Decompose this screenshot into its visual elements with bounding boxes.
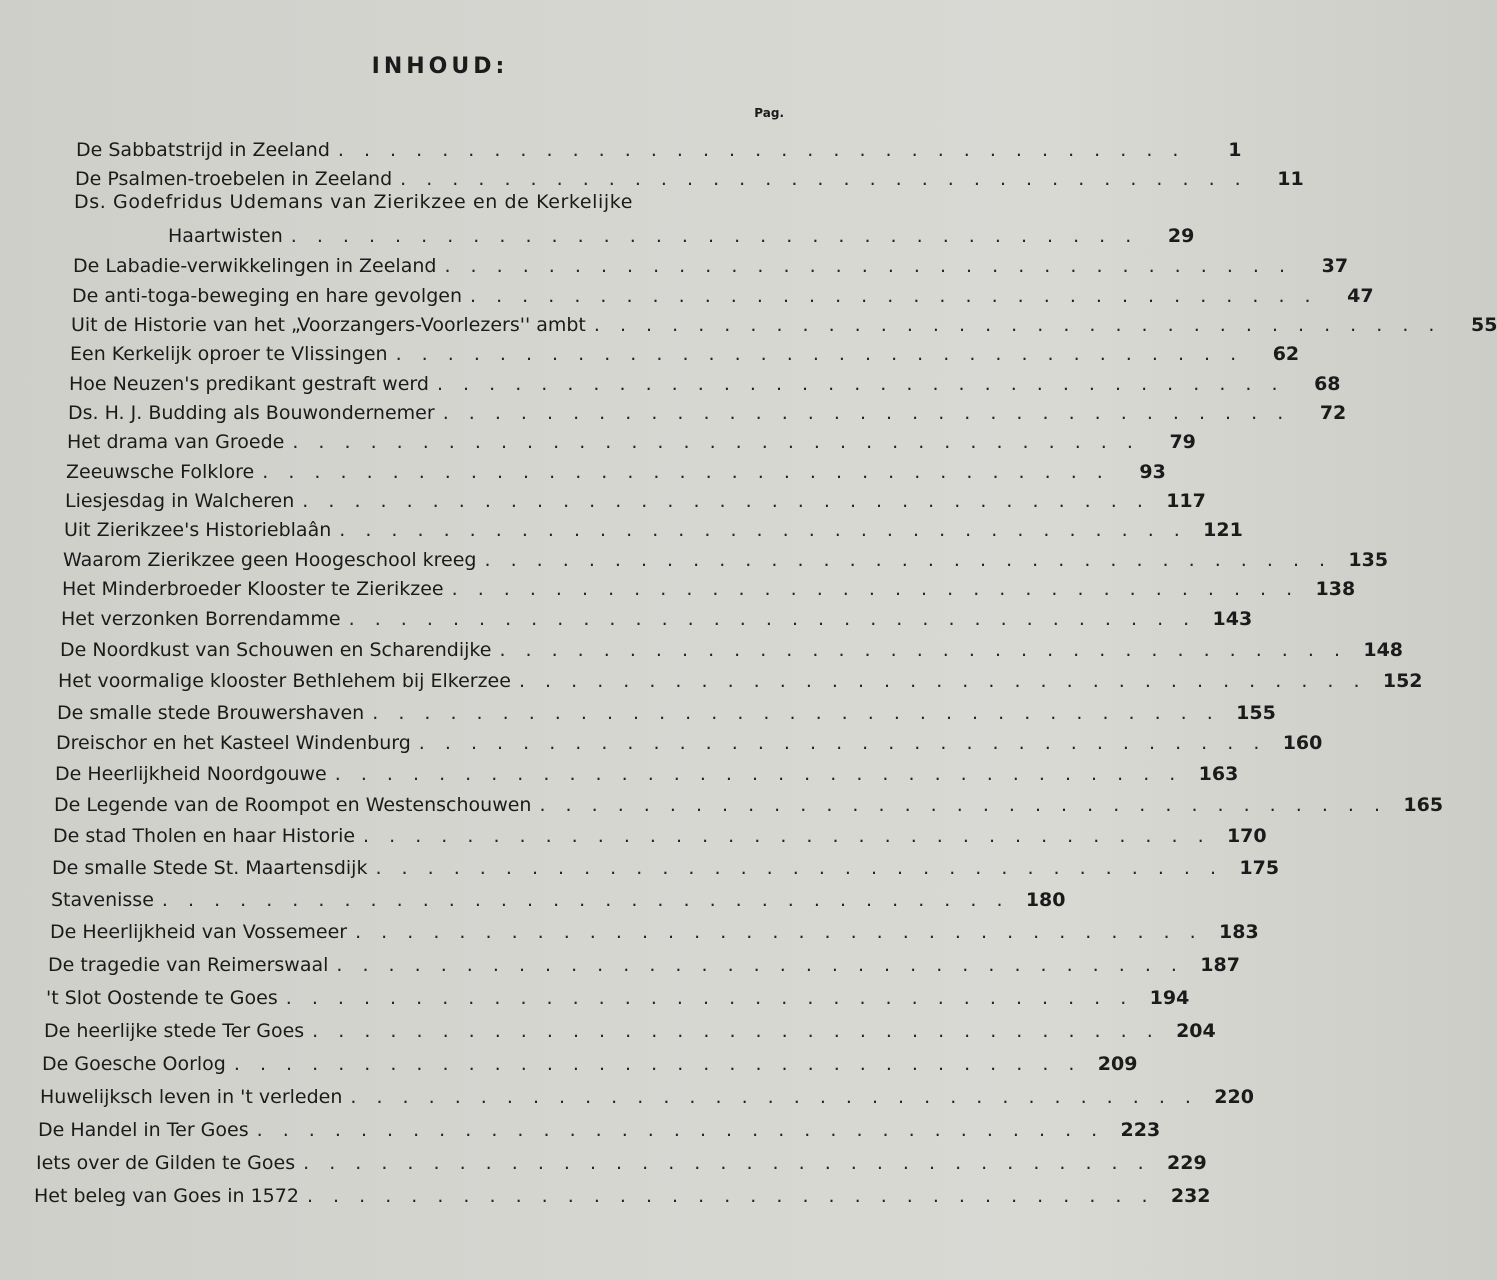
toc-entry [57, 697, 1276, 725]
toc-entry [66, 456, 1166, 484]
toc-entry [51, 884, 1066, 912]
toc-entry-title: De heerlijke stede Ter Goes [44, 1020, 305, 1042]
toc-entry-page: 204 [1176, 1020, 1216, 1042]
page-column-label: Pag. [754, 106, 784, 120]
dot-leader: . . . . . . . . . . . . . . . . . . . . . . . . . . . . . . . . . [484, 549, 1333, 571]
toc-entry-page: 180 [1025, 889, 1066, 911]
toc-entry-title: Hoe Neuzen's predikant gestraft werd [69, 373, 429, 395]
dot-leader: . . . . . . . . . . . . . . . . . . . . . . . . . . . . . . . . . [395, 343, 1244, 365]
dot-leader: . . . . . . . . . . . . . . . . . . . . . . . . . . . . . . . . . [470, 285, 1318, 307]
toc-entry [74, 188, 1195, 248]
dot-leader: . . . . . . . . . . . . . . . . . . . . . . . . . . . . . . . . . [233, 1053, 1082, 1075]
toc-entry [52, 852, 1280, 880]
toc-entry [38, 1114, 1161, 1142]
toc-entry-title: Het beleg van Goes in 1572 [34, 1185, 299, 1207]
toc-entry-page: 165 [1403, 794, 1444, 816]
toc-entry-page: 223 [1120, 1119, 1161, 1141]
toc-entry-title: Ds. Godefridus Udemans van Zierikzee en de Kerkelijke [74, 191, 633, 213]
dot-leader: . . . . . . . . . . . . . . . . . . . . . . . . . . . . . . . . . [436, 373, 1285, 395]
toc-entry-page: 62 [1272, 343, 1300, 365]
toc-entry [34, 1180, 1211, 1208]
dot-leader: . . . . . . . . . . . . . . . . . . . . . . . . . . . . . . . . . [161, 889, 1010, 911]
toc-entry-title: De Goesche Oorlog [42, 1053, 226, 1075]
toc-entry-title: Het Minderbroeder Klooster te Zierikzee [62, 578, 444, 600]
toc-entry-title: De Heerlijkheid Noordgouwe [55, 763, 327, 785]
toc-entry-title: Uit de Historie van het „Voorzangers-Voorlezers'' ambt [71, 314, 586, 336]
page-title: INHOUD: [371, 54, 509, 79]
toc-entry-title: De Heerlijkheid van Vossemeer [50, 921, 348, 943]
dot-leader: . . . . . . . . . . . . . . . . . . . . . . . . . . . . . . . . . [372, 702, 1220, 724]
toc-entry-title: De tragedie van Reimerswaal [48, 954, 329, 976]
toc-entry-title: De Handel in Ter Goes [38, 1119, 249, 1141]
toc-entry-page: 1 [1228, 139, 1242, 161]
dot-leader: . . . . . . . . . . . . . . . . . . . . . . . . . . . . . . . . . [336, 954, 1184, 976]
toc-entry-page: 138 [1315, 578, 1356, 600]
toc-entry-title: Ds. H. J. Budding als Bouwondernemer [68, 402, 435, 424]
toc-entry [53, 820, 1267, 848]
toc-entry-title-continued: Haartwisten [168, 225, 283, 247]
toc-entry [67, 426, 1196, 454]
dot-leader: . . . . . . . . . . . . . . . . . . . . . . . . . . . . . . . . . [285, 987, 1134, 1009]
toc-entry [54, 789, 1444, 817]
toc-entry-page: 175 [1239, 857, 1280, 879]
toc-entry-page: 68 [1314, 373, 1341, 395]
toc-entry-page: 152 [1382, 670, 1423, 692]
toc-entry-page: 209 [1097, 1053, 1138, 1075]
dot-leader: . . . . . . . . . . . . . . . . . . . . . . . . . . . . . . . . . [363, 825, 1211, 847]
toc-entry-title: Een Kerkelijk oproer te Vlissingen [70, 343, 388, 365]
toc-entry-title: De stad Tholen en haar Historie [53, 825, 356, 847]
toc-entry-title: Zeeuwsche Folklore [66, 461, 255, 483]
toc-entry [44, 1015, 1216, 1043]
toc-entry-title: 't Slot Oostende te Goes [46, 987, 278, 1009]
toc-entry [46, 982, 1190, 1010]
toc-entry-page: 160 [1282, 732, 1323, 754]
toc-entry-title: Stavenisse [51, 889, 154, 911]
toc-entry-title: De smalle Stede St. Maartensdijk [52, 857, 368, 879]
toc-entry-title: De anti-toga-beweging en hare gevolgen [72, 285, 462, 307]
toc-entry [72, 280, 1374, 308]
toc-entry-page: 11 [1277, 168, 1304, 190]
dot-leader: . . . . . . . . . . . . . . . . . . . . . . . . . . . . . . . . . [539, 794, 1388, 816]
toc-entry [68, 397, 1347, 425]
dot-leader: . . . . . . . . . . . . . . . . . . . . . . . . . . . . . . . . . [375, 857, 1224, 879]
toc-entry [60, 634, 1404, 662]
toc-entry [69, 368, 1341, 396]
dot-leader: . . . . . . . . . . . . . . . . . . . . . . . . . . . . . . . . . [499, 639, 1348, 661]
toc-entry-title: Het drama van Groede [67, 431, 285, 453]
dot-leader: . . . . . . . . . . . . . . . . . . . . . . . . . . . . . . . . . [302, 490, 1150, 512]
toc-entry-page: 79 [1169, 431, 1196, 453]
toc-entry-page: 72 [1319, 402, 1347, 424]
dot-leader: . . . . . . . . . . . . . . . . . . . . . . . . . . . . . . . . . [444, 255, 1293, 277]
dot-leader: . . . . . . . . . . . . . . . . . . . . . . . . . . . . . . . . . [334, 763, 1183, 785]
dot-leader: . . . . . . . . . . . . . . . . . . . . . . . . . . . . . . . . . [350, 1086, 1198, 1108]
toc-entry-page: 121 [1203, 519, 1243, 541]
toc-entry [36, 1147, 1207, 1175]
toc-entry-page: 93 [1139, 461, 1166, 483]
dot-leader: . . . . . . . . . . . . . . . . . . . . . . . . . . . . . . . . . [303, 1152, 1151, 1174]
toc-entry-page: 117 [1166, 490, 1206, 512]
toc-entry [61, 603, 1253, 631]
toc-entry-title: De Legende van de Roompot en Westenschouwen [54, 794, 532, 816]
toc-entry-title: Het voormalige klooster Bethlehem bij Elkerzee [58, 670, 511, 692]
toc-entry-page: 37 [1321, 255, 1349, 277]
toc-entry-title: Uit Zierikzee's Historieblaân [64, 519, 332, 541]
dot-leader: . . . . . . . . . . . . . . . . . . . . . . . . . . . . . . . . . [348, 608, 1197, 630]
toc-entry [40, 1081, 1254, 1109]
toc-entry [55, 758, 1239, 786]
dot-leader: . . . . . . . . . . . . . . . . . . . . . . . . . . . . . . . . . [451, 578, 1300, 600]
toc-entry-page: 183 [1219, 921, 1259, 943]
dot-leader: . . . . . . . . . . . . . . . . . . . . . . . . . . . . . . . . . [306, 1185, 1155, 1207]
toc-entry-page: 232 [1170, 1185, 1211, 1207]
toc-entry-page: 155 [1236, 702, 1276, 724]
toc-entry-page: 55 [1471, 314, 1497, 336]
toc-entry [63, 544, 1389, 572]
toc-entry [75, 163, 1304, 191]
toc-entry-page: 187 [1200, 954, 1240, 976]
dot-leader: . . . . . . . . . . . . . . . . . . . . . . . . . . . . . . . . . [593, 314, 1442, 336]
toc-entry-title: Liesjesdag in Walcheren [65, 490, 295, 512]
toc-entry [50, 916, 1259, 944]
toc-entry-page: 229 [1167, 1152, 1207, 1174]
dot-leader: . . . . . . . . . . . . . . . . . . . . . . . . . . . . . . . . . [292, 431, 1140, 453]
toc-entry-title: Het verzonken Borrendamme [61, 608, 341, 630]
toc-entry [56, 727, 1323, 755]
dot-leader: . . . . . . . . . . . . . . . . . . . . . . . . . . . . . . . . . [312, 1020, 1160, 1042]
toc-entry-title: De Labadie-verwikkelingen in Zeeland [73, 255, 437, 277]
toc-entry-title: Dreischor en het Kasteel Windenburg [56, 732, 411, 754]
toc-entry-title: Waarom Zierikzee geen Hoogeschool kreeg [63, 549, 477, 571]
dot-leader: . . . . . . . . . . . . . . . . . . . . . . . . . . . . . . . . . [518, 670, 1367, 692]
toc-entry [42, 1048, 1138, 1076]
dot-leader: . . . . . . . . . . . . . . . . . . . . . . . . . . . . . . . . . [442, 402, 1291, 424]
dot-leader: . . . . . . . . . . . . . . . . . . . . . . . . . . . . . . . . . [400, 168, 1248, 190]
toc-entry [76, 134, 1242, 162]
toc-entry-page: 47 [1347, 285, 1374, 307]
toc-entry [71, 309, 1497, 337]
toc-entry [64, 514, 1243, 542]
toc-entry-title: De Psalmen-troebelen in Zeeland [75, 168, 393, 190]
toc-entry-title: De smalle stede Brouwershaven [57, 702, 365, 724]
toc-entry-page: 143 [1212, 608, 1253, 630]
toc-entry-page: 29 [1167, 225, 1195, 247]
toc-entry [58, 665, 1423, 693]
toc-entry-page: 163 [1198, 763, 1239, 785]
dot-leader: . . . . . . . . . . . . . . . . . . . . . . . . . . . . . . . . . [262, 461, 1110, 483]
toc-entry-page: 220 [1214, 1086, 1254, 1108]
toc-entry [62, 573, 1356, 601]
toc-entry [70, 338, 1300, 366]
dot-leader: . . . . . . . . . . . . . . . . . . . . . . . . . . . . . . . . . [256, 1119, 1105, 1141]
toc-entry [73, 250, 1349, 278]
dot-leader: . . . . . . . . . . . . . . . . . . . . . . . . . . . . . . . . . [339, 519, 1187, 541]
toc-entry [48, 949, 1240, 977]
toc-entry [65, 485, 1206, 513]
toc-entry-title: De Noordkust van Schouwen en Scharendijke [60, 639, 492, 661]
toc-entry-page: 194 [1149, 987, 1190, 1009]
toc-entry-page: 135 [1348, 549, 1389, 571]
toc-entry-page: 148 [1363, 639, 1404, 661]
dot-leader: . . . . . . . . . . . . . . . . . . . . . . . . . . . . . . . . . [418, 732, 1267, 754]
toc-entry-title: Iets over de Gilden te Goes [36, 1152, 296, 1174]
toc-entry-title: De Sabbatstrijd in Zeeland [76, 139, 330, 161]
toc-entry-page: 170 [1226, 825, 1267, 847]
toc-entry-title: Huwelijksch leven in 't verleden [40, 1086, 343, 1108]
dot-leader: . . . . . . . . . . . . . . . . . . . . . . . . . . . . . . . . . [337, 139, 1186, 161]
dot-leader: . . . . . . . . . . . . . . . . . . . . . . . . . . . . . . . . . [290, 225, 1139, 247]
dot-leader: . . . . . . . . . . . . . . . . . . . . . . . . . . . . . . . . . [355, 921, 1203, 943]
